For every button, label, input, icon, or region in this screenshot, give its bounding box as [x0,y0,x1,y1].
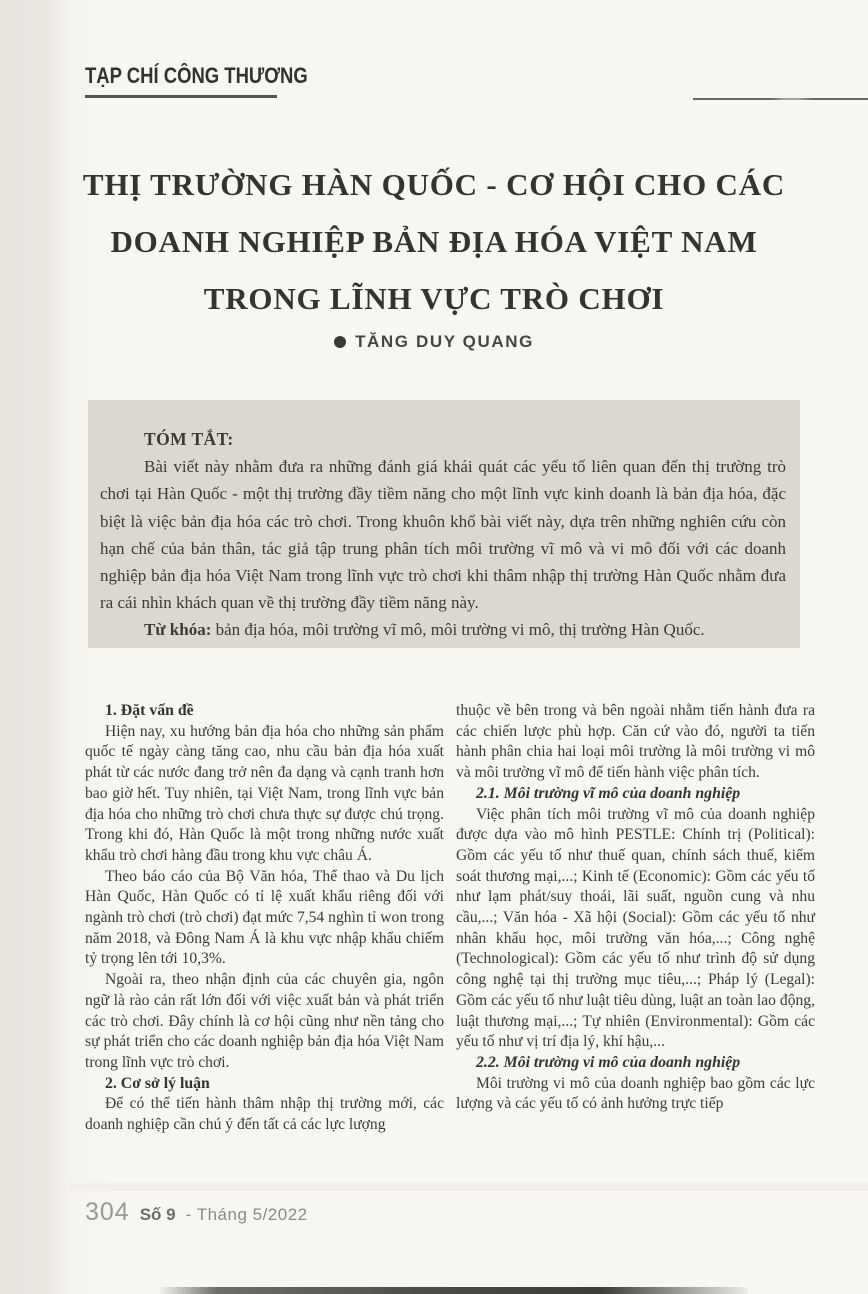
page-footer [85,1198,308,1227]
keywords-text: bản địa hóa, môi trường vĩ mô, môi trường vi mô, thị trường Hàn Quốc. [211,620,705,640]
body-paragraph: Ngoài ra, theo nhận định của các chuyên gia, ngôn ngữ là rào cản rất lớn đối với việc xuất bản và phát triển các trò chơi. Đây chính là cơ hội cũng như nền tảng cho sự phát triển cho các doanh nghiệp bản địa hóa Việt Nam trong lĩnh vực trò chơi. [85,971,444,1071]
journal-name-underline [85,95,277,98]
body-paragraph: Để có thể tiến hành thâm nhập thị trường mới, các doanh nghiệp cần chú ý đến tất cả các lực lượng [85,1095,444,1134]
keywords-label: Từ khóa: [144,620,212,640]
article-title [60,156,808,327]
article-title-line: TRONG LĨNH VỰC TRÒ CHƠI [203,281,665,316]
article-title-line: DOANH NGHIỆP BẢN ĐỊA HÓA VIỆT NAM [110,224,758,259]
issue-date: - Tháng 5/2022 [185,1205,308,1224]
header-rule [693,98,868,100]
body-paragraph: Việc phân tích môi trường vĩ mô của doanh nghiệp được dựa vào mô hình PESTLE: Chính trị (Political): Gồm các yếu tố như thuế quan, chính sách thuế, kiểm soát thương mại,...; Kinh tế (Economic): Gồm các yếu tố như lạm phát/suy thoái, lãi suất, nguồn cung và nhu cầu,...; Văn hóa - Xã hội (Social): Gồm các yếu tố như nhân khẩu học, môi trường văn hóa,...; Công nghệ (Technological): Gồm các yếu tố như trình độ sử dụng công nghệ tại thị trường mục tiêu,...; Pháp lý (Legal): Gồm các yếu tố như luật tiêu dùng, luật an toàn lao động, luật thương mại,...; Tự nhiên (Environmental): Gồm các yếu tố như vị trí địa lý, khí hậu,... [456,805,815,1051]
right-column [456,701,815,1136]
article-body [85,701,815,1136]
abstract-keywords [100,616,786,643]
bottom-scan-artifact [158,1287,748,1294]
page-number: 304 [85,1198,130,1226]
footer-scan-band [70,1183,868,1191]
section-heading: 2. Cơ sở lý luận [105,1074,210,1092]
subsection-heading: 2.2. Môi trường vi mô của doanh nghiệp [476,1053,741,1071]
author-row [60,332,808,352]
abstract-body: Bài viết này nhằm đưa ra những đánh giá khái quát các yếu tố liên quan đến thị trường trò chơi tại Hàn Quốc - một thị trường đầy tiềm năng cho một lĩnh vực kinh doanh là bản địa hóa, đặc biệt là việc bản địa hóa các trò chơi. Trong khuôn khổ bài viết này, dựa trên những nghiên cứu còn hạn chế của bản thân, tác giả tập trung phân tích môi trường vĩ mô và vi mô đối với các doanh nghiệp bản địa hóa Việt Nam trong lĩnh vực trò chơi khi thâm nhập thị trường Hàn Quốc nhằm đưa ra cái nhìn khách quan về thị trường đầy tiềm năng này. [100,457,786,613]
article-title-line: THỊ TRƯỜNG HÀN QUỐC - CƠ HỘI CHO CÁC [82,167,786,202]
subsection-heading: 2.1. Môi trường vĩ mô của doanh nghiệp [476,784,741,802]
body-paragraph: Môi trường vi mô của doanh nghiệp bao gồm các lực lượng và các yếu tố có ảnh hưởng trực tiếp [456,1074,815,1113]
left-column [85,701,444,1136]
body-paragraph: thuộc về bên trong và bên ngoài nhằm tiến hành đưa ra các chiến lược phù hợp. Căn cứ vào đó, người ta tiến hành phân chia hai loại môi trường là môi trường vi mô và môi trường vĩ mô để tiến hành việc phân tích. [456,702,815,782]
abstract-heading: TÓM TẮT: [144,429,234,449]
section-heading: 1. Đặt vấn đề [105,702,194,719]
author-name: TĂNG DUY QUANG [355,332,534,351]
journal-name: TẠP CHÍ CÔNG THƯƠNG [85,63,308,88]
abstract-box [88,400,800,648]
body-paragraph: Theo báo cáo của Bộ Văn hóa, Thể thao và Du lịch Hàn Quốc, Hàn Quốc có tỉ lệ xuất khẩu riêng đối với ngành trò chơi (trò chơi) đạt mức 7,54 nghìn tỉ won trong năm 2018, và Đông Nam Á là khu vực nhập khẩu chiếm tỷ trọng lên tới 10,3%. [85,867,444,968]
body-paragraph: Hiện nay, xu hướng bản địa hóa cho những sản phẩm quốc tế ngày càng tăng cao, nhu cầu bản địa hóa xuất phát từ các nước đang trở nên đa dạng và cạnh tranh hơn bao giờ hết. Tuy nhiên, tại Việt Nam, trong lĩnh vực bản địa hóa cho những trò chơi chưa thực sự được chú trọng. Trong khi đó, Hàn Quốc là một trong những nước xuất khẩu trò chơi hàng đầu trong khu vực châu Á. [85,722,444,864]
author-bullet-icon [334,336,346,348]
issue-label: Số 9 [139,1205,176,1224]
